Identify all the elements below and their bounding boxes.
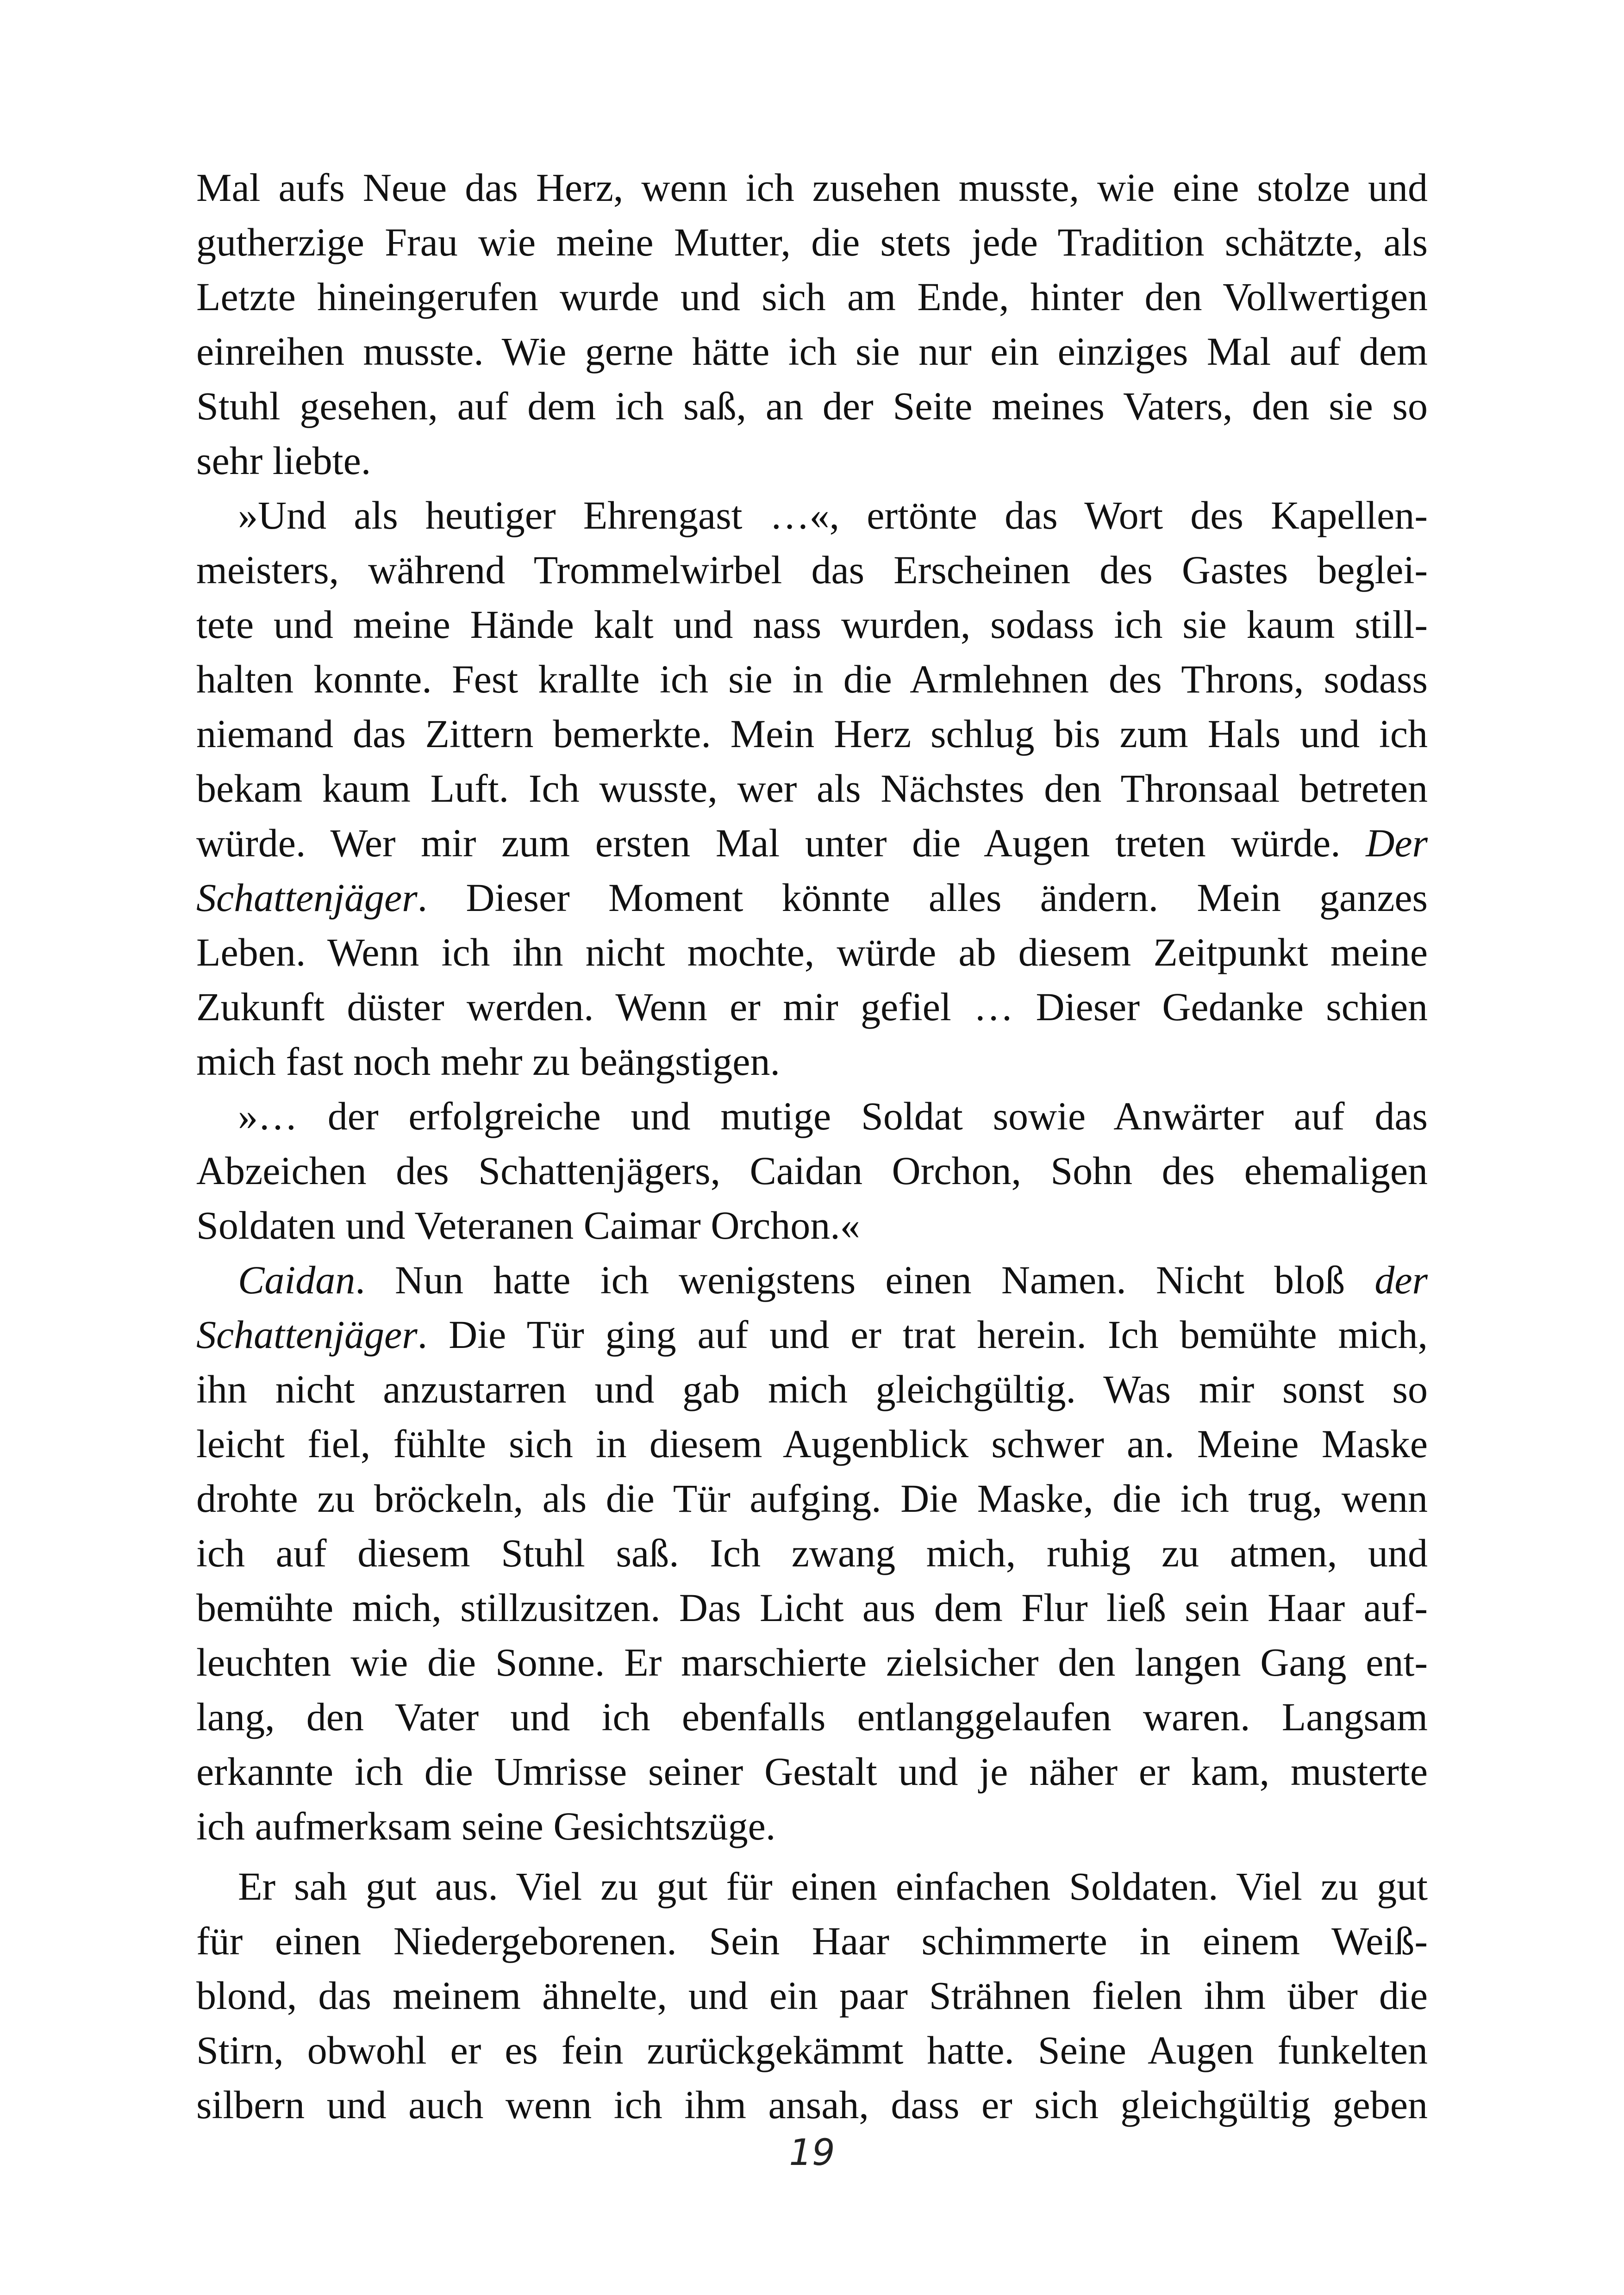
text-line: Schattenjäger. Dieser Moment könnte alles ändern. Mein ganzes: [196, 875, 1428, 920]
text-line: Soldaten und Veteranen Caimar Orchon.«: [196, 1203, 860, 1247]
text-line: erkannte ich die Umrisse seiner Gestalt und je näher er kam, musterte: [196, 1749, 1428, 1794]
paragraph: [196, 1089, 1428, 1253]
text-line: leuchten wie die Sonne. Er marschierte zielsicher den langen Gang ent-: [196, 1640, 1428, 1684]
text-line: halten konnte. Fest krallte ich sie in die Armlehnen des Throns, sodass: [196, 657, 1428, 701]
text-line: leicht fiel, fühlte sich in diesem Augenblick schwer an. Meine Maske: [196, 1422, 1428, 1466]
text-line: Leben. Wenn ich ihn nicht mochte, würde ab diesem Zeitpunkt meine: [196, 930, 1428, 974]
text-line: Schattenjäger. Die Tür ging auf und er trat herein. Ich bemühte mich,: [196, 1312, 1428, 1357]
text-line: Abzeichen des Schattenjägers, Caidan Orchon, Sohn des ehemaligen: [196, 1148, 1428, 1193]
text-line: sehr liebte.: [196, 438, 371, 483]
text-line: ich aufmerksam seine Gesichtszüge.: [196, 1804, 776, 1848]
text-line: bekam kaum Luft. Ich wusste, wer als Nächstes den Thronsaal betreten: [196, 766, 1428, 811]
text-line: silbern und auch wenn ich ihm ansah, dass er sich gleichgültig geben: [196, 2083, 1428, 2127]
text-line: Letzte hineingerufen wurde und sich am Ende, hinter den Vollwertigen: [196, 274, 1428, 319]
body-text: [196, 160, 1428, 2132]
text-line: tete und meine Hände kalt und nass wurden, sodass ich sie kaum still-: [196, 602, 1428, 647]
text-line: würde. Wer mir zum ersten Mal unter die Augen treten würde. Der: [196, 821, 1428, 865]
text-line: mich fast noch mehr zu beängstigen.: [196, 1039, 780, 1084]
text-line: einreihen musste. Wie gerne hätte ich sie nur ein einziges Mal auf dem: [196, 329, 1428, 374]
text-line: ihn nicht anzustarren und gab mich gleichgültig. Was mir sonst so: [196, 1367, 1428, 1411]
text-line: Stirn, obwohl er es fein zurückgekämmt hatte. Seine Augen funkelten: [196, 2028, 1428, 2072]
paragraph: [196, 1859, 1428, 2132]
paragraph: [196, 488, 1428, 1089]
text-line: Er sah gut aus. Viel zu gut für einen einfachen Soldaten. Viel zu gut: [238, 1864, 1428, 1908]
page-number: 19: [789, 2132, 835, 2174]
paragraph: [196, 1253, 1428, 1853]
text-line: bemühte mich, stillzusitzen. Das Licht aus dem Flur ließ sein Haar auf-: [196, 1585, 1428, 1630]
text-line: niemand das Zittern bemerkte. Mein Herz schlug bis zum Hals und ich: [196, 711, 1428, 756]
text-line: drohte zu bröckeln, als die Tür aufging. Die Maske, die ich trug, wenn: [196, 1476, 1428, 1521]
text-line: ich auf diesem Stuhl saß. Ich zwang mich, ruhig zu atmen, und: [196, 1531, 1428, 1575]
text-line: lang, den Vater und ich ebenfalls entlanggelaufen waren. Langsam: [196, 1695, 1428, 1739]
text-line: Zukunft düster werden. Wenn er mir gefiel … Dieser Gedanke schien: [196, 985, 1428, 1029]
text-line: blond, das meinem ähnelte, und ein paar Strähnen fielen ihm über die: [196, 1973, 1428, 2018]
text-line: »Und als heutiger Ehrengast …«, ertönte das Wort des Kapellen-: [238, 493, 1428, 537]
text-line: meisters, während Trommelwirbel das Erscheinen des Gastes beglei-: [196, 548, 1428, 592]
paragraph: [196, 160, 1428, 488]
text-line: Mal aufs Neue das Herz, wenn ich zusehen musste, wie eine stolze und: [196, 165, 1428, 210]
text-line: Caidan. Nun hatte ich wenigstens einen Namen. Nicht bloß der: [238, 1258, 1428, 1302]
text-line: gutherzige Frau wie meine Mutter, die stets jede Tradition schätzte, als: [196, 220, 1428, 264]
text-line: »… der erfolgreiche und mutige Soldat sowie Anwärter auf das: [238, 1094, 1428, 1138]
text-line: Stuhl gesehen, auf dem ich saß, an der Seite meines Vaters, den sie so: [196, 384, 1428, 428]
text-line: für einen Niedergeborenen. Sein Haar schimmerte in einem Weiß-: [196, 1919, 1428, 1963]
